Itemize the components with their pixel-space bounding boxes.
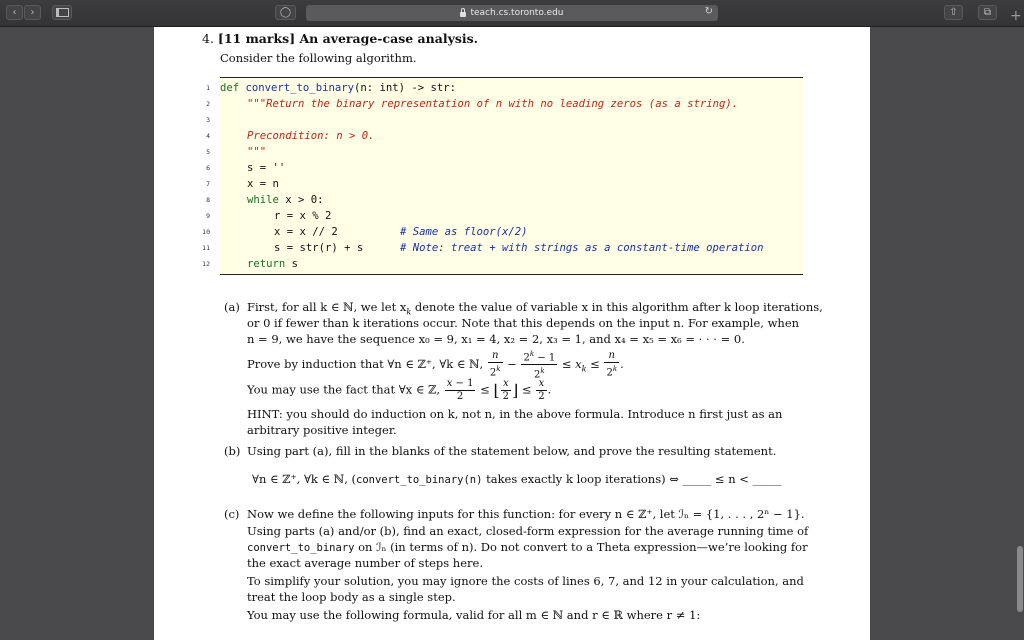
sidebar-button[interactable] [52, 5, 72, 20]
docstring: Precondition: n > 0. [247, 130, 375, 142]
part-b-label: (b) [224, 444, 241, 458]
line-number: 2 [206, 100, 210, 108]
forward-button[interactable] [24, 5, 41, 20]
part-c-line2: Using parts (a) and/or (b), find an exact, closed-form expression for the average running time of [247, 524, 809, 538]
share-icon: ⇧ [949, 7, 958, 18]
code-listing [202, 77, 803, 275]
tabs-button[interactable] [978, 5, 997, 20]
text: takes exactly k loop iterations) ⇔ _____ ≤ n < _____ [482, 472, 782, 486]
line-number: 10 [202, 228, 210, 236]
text: Prove by induction that ∀n ∈ ℤ⁺, ∀k ∈ ℕ, [247, 356, 484, 371]
part-c-line7: You may use the following formula, valid for all m ∈ ℕ and r ∈ ℝ where r ≠ 1: [247, 608, 701, 622]
part-c-line5: To simplify your solution, you may ignore the costs of lines 6, 7, and 12 in your calculation, and [247, 574, 804, 588]
tabs-icon: ⧉ [983, 7, 992, 18]
docstring: """ [247, 146, 267, 158]
part-c-line4: the exact average number of steps here. [247, 556, 483, 570]
document-page [154, 27, 870, 640]
line-number: 11 [202, 244, 210, 252]
new-tab-button[interactable]: + [1010, 8, 1022, 24]
code-text: s = '' [247, 162, 286, 174]
code-keyword: while [247, 194, 279, 206]
text: ∀n ∈ ℤ⁺, ∀k ∈ ℕ, ( [252, 472, 356, 486]
line-number: 8 [206, 196, 210, 204]
part-a-label: (a) [224, 300, 240, 314]
part-c-line1: Now we define the following inputs for this function: for every n ∈ ℤ⁺, let ℐₙ = {1, . . . , 2ⁿ − 1}. [247, 507, 805, 521]
part-c-label: (c) [224, 507, 240, 521]
code-text: (n: int) -> str: [353, 82, 457, 94]
sidebar-icon [56, 8, 69, 17]
question-heading [202, 31, 478, 46]
part-a-line2: or 0 if fewer than k iterations occur. Note that this depends on the input n. For example, when [247, 316, 800, 330]
line-number: 7 [206, 180, 210, 188]
share-button[interactable] [944, 5, 963, 20]
part-a-hint-cont: arbitrary positive integer. [247, 423, 397, 437]
part-a-line1: First, for all k ∈ ℕ, we let $x_k$ denote the value of variable x in this algorithm after k loop iterations, [247, 300, 823, 317]
text: on ℐₙ (in terms of n). Do not convert to a Theta expression—we’re looking for [354, 540, 808, 554]
docstring: """Return the binary representation of n with no leading zeros (as a string). [247, 98, 739, 110]
code-text: x > 0: [278, 194, 324, 206]
question-number: 4. [202, 31, 214, 46]
code-text: r = x % 2 [274, 210, 332, 222]
text: First, for all k ∈ ℕ, we let x [247, 300, 407, 314]
code-keyword: def [220, 82, 240, 94]
privacy-button[interactable] [275, 5, 296, 20]
code-comment: # Same as floor(x/2) [400, 226, 528, 238]
code-text: x = n [247, 178, 279, 190]
question-title: An average-case analysis. [299, 31, 479, 46]
chevron-left-icon: ‹ [12, 7, 17, 18]
code-inline: convert_to_binary(n) [356, 474, 483, 486]
question-marks: [11 marks] [217, 31, 296, 46]
line-number: 4 [206, 132, 210, 140]
part-b-text: Using part (a), fill in the blanks of the statement below, and prove the resulting statement. [247, 444, 777, 458]
code-inline: convert_to_binary [247, 542, 355, 554]
part-a-hint: HINT: you should do induction on k, not n, in the above formula. Introduce n first just as an [247, 407, 783, 421]
page-scrollbar[interactable] [1017, 546, 1023, 612]
reload-icon[interactable]: ↻ [704, 6, 713, 17]
part-a-floor-fact: You may use the fact that ∀x ∈ ℤ, $\frac{x - 1}{2}$ ≤ ⌊ $\frac{x}{2}$ ⌋ ≤ $\frac{x}{2}$ . [247, 378, 552, 402]
line-number: 6 [206, 164, 210, 172]
line-number: 3 [206, 116, 210, 124]
line-number: 9 [206, 212, 210, 220]
text: You may use the fact that ∀x ∈ ℤ, [247, 382, 441, 397]
part-b-statement [252, 472, 781, 486]
code-text: s [285, 258, 299, 270]
code-text: x = x // 2 [274, 226, 338, 238]
function-name: convert_to_binary [245, 82, 354, 94]
address-bar[interactable] [306, 5, 718, 21]
code-comment: # Note: treat + with strings as a constant-time operation [400, 242, 764, 254]
lock-icon [460, 12, 466, 17]
part-c-line3 [247, 540, 808, 554]
line-number: 5 [206, 148, 210, 156]
shield-icon: ◯ [279, 7, 292, 18]
line-number: 1 [206, 84, 210, 92]
text: denote the value of variable x in this algorithm after k loop iterations, [411, 300, 823, 314]
url-text: teach.cs.toronto.edu [470, 8, 564, 18]
line-number: 12 [202, 260, 210, 268]
part-c-line6: treat the loop body as a single step. [247, 590, 456, 604]
back-button[interactable] [6, 5, 23, 20]
question-intro: Consider the following algorithm. [220, 51, 417, 65]
code-text: s = str(r) + s [274, 242, 364, 254]
part-a-line3: n = 9, we have the sequence x₀ = 9, x₁ = 4, x₂ = 2, x₃ = 1, and x₄ = x₅ = x₆ = · · · = 0. [247, 332, 745, 346]
chevron-right-icon: › [30, 7, 35, 18]
browser-toolbar [0, 0, 1024, 27]
part-a-inequality: Prove by induction that ∀n ∈ ℤ⁺, ∀k ∈ ℕ, $\frac{n}{2^k}$ − $\frac{2^k - 1}{2^k}$ ≤ $x_k$ ≤ $\frac{n}{2^k}$ . [247, 350, 624, 381]
code-keyword: return [247, 258, 286, 270]
